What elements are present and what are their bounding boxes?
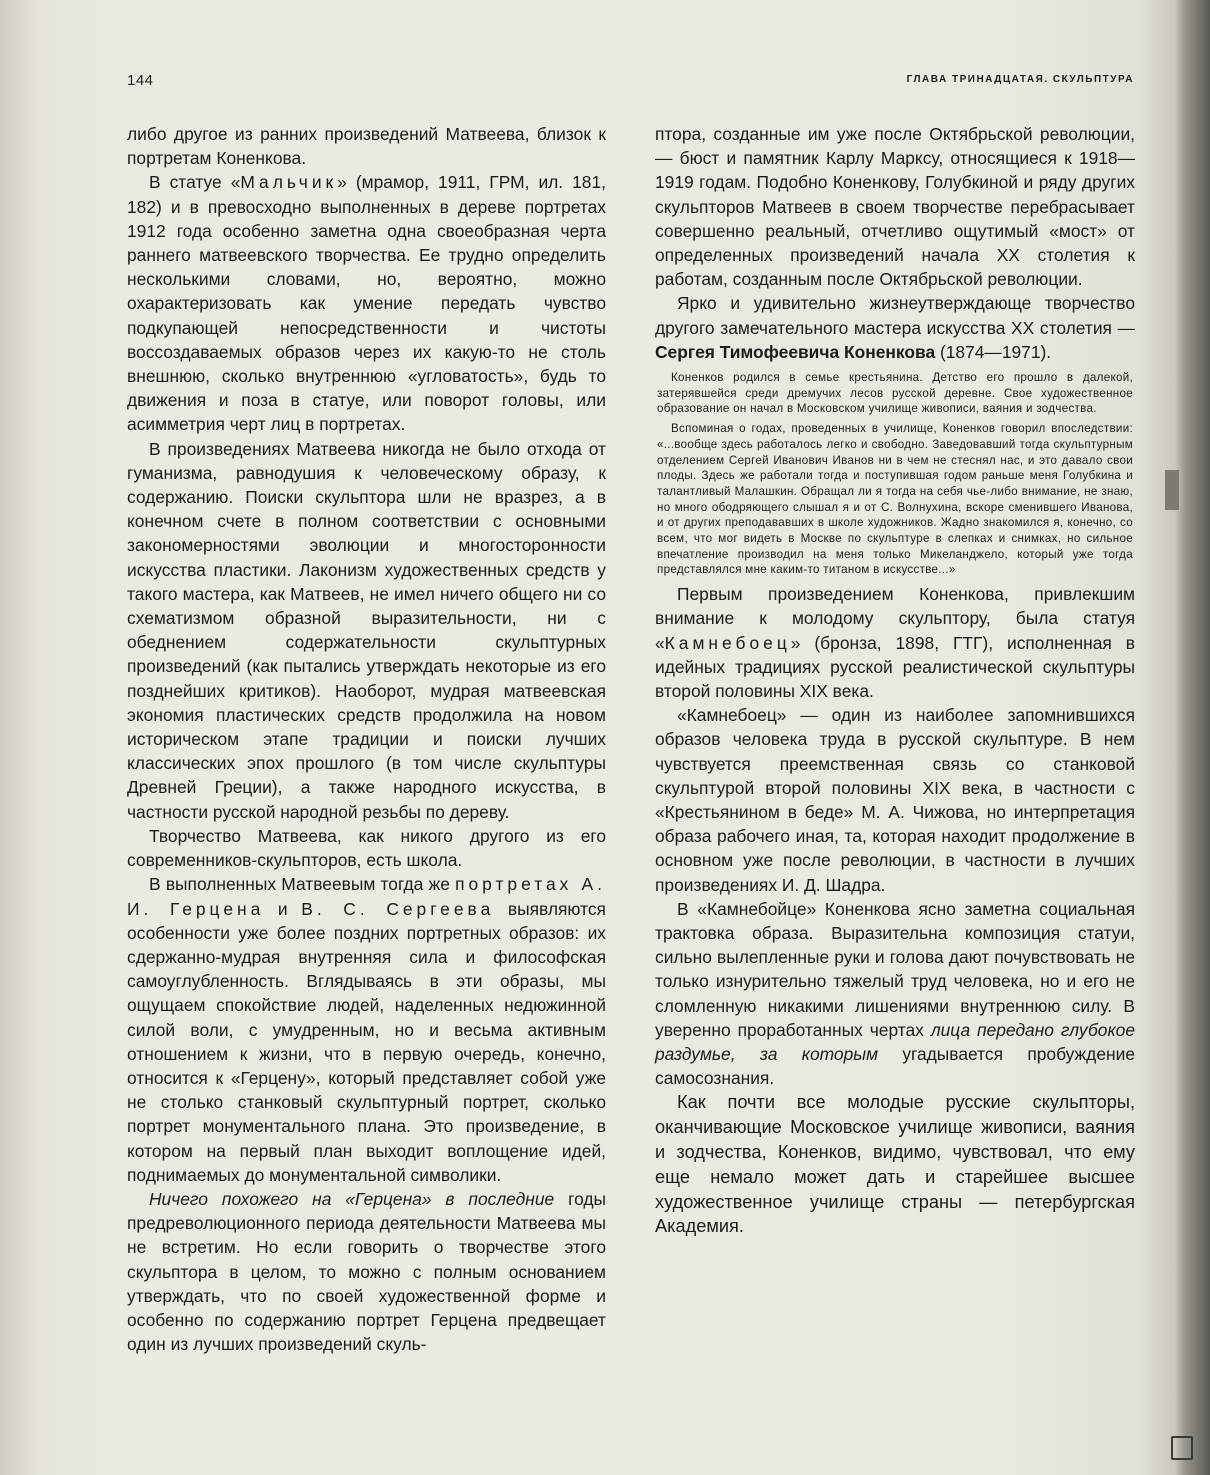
emphasized-title: портретах А. И. Герцена [127,874,606,919]
paragraph: либо другое из ранних произведений Матвеева, близок к портретам Коненкова. [127,124,606,169]
bold-name: Сергея Тимофеевича Коненкова [655,341,936,362]
text-run: выявляются особенности уже более поздних портретных образов: их сдержанно-мудрая внутренняя сила и философская самоуглубленность. Вглядываясь в эти образы, мы ощущаем спокойствие людей, наделенных недюжинной силой воли, с умудренным, но и весьма активным отношением к жизни, что в первую очередь, конечно, относится к «Герцену», который представляет собой уже не столько станковый скульптурный портрет, сколько портрет монументального плана. Это произведение, в котором на первый план выходит воплощение идей, поднимаемых до монументальной символики. [127,898,606,1185]
page-number: 144 [127,72,154,89]
small-print-paragraph: Коненков родился в семье крестьянина. Детство его прошло в далекой, затерявшейся среди дремучих лесов русской деревне. Свое художественное образование он начал в Московском училище живописи, ваяния и зодчества. [657,371,1133,416]
italic-text: Ничего похожего на «Герцена» в последние [149,1188,555,1209]
corner-box-icon [1171,1436,1193,1460]
emphasized-title: Мальчик [240,172,338,193]
text-run: В статуе « [149,172,241,193]
paragraph [127,1187,606,1356]
paragraph [655,897,1135,1091]
paragraph: Как почти все молодые русские скульпторы, оканчивающие Московское училище живописи, ваяния и зодчества, Коненков, видимо, чувствовал, что ему еще немало может дать и старейшее высшее художественное училище страны — петербургская Академия. [655,1092,1135,1237]
emphasized-title: В. С. Сергеева [301,898,495,919]
paragraph: В произведениях Матвеева никогда не было отхода от гуманизма, равнодушия к человеческому образу, к содержанию. Поиски скульптора шли не вразрез, а в конечном счете в полном соответствии с основными закономерностями эволюции и многосторонности искусства пластики. Лаконизм художественных средств у такого мастера, как Матвеев, не имел ничего общего ни со схематизмом образной выразительности, ни с обеднением содержательности скульптурных произведений (как пытались утверждать некоторые из его позднейших критиков). Наоборот, мудрая матвеевская экономия пластических средств продолжила на новом историческом этапе традиции и поиски лучших классических эпох прошлого (в том числе скульптуры Древней Греции), а также народного искусства, в частности русской народной резьбы по дереву. [127,438,606,822]
text-run: Ярко и удивительно жизнеутверждающе творчество другого замечательного мастера искусства XX столетия — [655,293,1135,338]
text-run: В «Камнебойце» Коненкова ясно заметна социальная трактовка образа. Выразительна композиция статуи, сильно вылепленные руки и голова дают почувствовать не только изнурительно тяжелый труд человека, но и его не сломленную никакими лишениями внутреннюю силу. В уверенно проработанных чертах [655,898,1135,1040]
page-edge-mark [1165,470,1179,510]
paragraph: Творчество Матвеева, как никого другого из его современников-скульпторов, есть школа. [127,825,606,871]
text-run: В выполненных Матвеевым тогда же [149,874,456,895]
paragraph: «Камнебоец» — один из наиболее запомнившихся образов человека труда в русской скульптуре. В нем чувствуется преемственная связь со станковой скульптурой второй половины XIX века, в частности с «Крестьянином в беде» М. А. Чижова, но интерпретация образа рабочего иная, та, которая находит продолжение в основном уже после революции, в частности в лучших произведениях И. Д. Шадра. [655,705,1135,895]
left-column [127,122,606,1356]
text-run: (1874—1971). [935,341,1052,362]
paragraph [127,872,606,1187]
italic-text: лица передано глубокое раздумье, за которым [655,1019,1135,1065]
paragraph [655,582,1135,703]
right-column [655,122,1135,1239]
small-print-quote: Вспоминая о годах, проведенных в училище, Коненков говорил впоследствии: «...вообще здесь работалось легко и свободно. Заведовавший тогда скульптурным отделением Сергей Иванович Иванов ни в чем не стеснял нас, и это давало свои плоды. Здесь же работали тогда и поступившая годом раньше меня Голубкина и талантливый Малашкин. Обращал ли я тогда на себя чье-либо внимание, не знаю, но много ободряющего слышал я и от С. Волнухина, вскоре сменившего Иванова, и от других преподававших в школе художников. Жадно знакомился я, конечно, со всем, что мог видеть в Москве по скульптуре в слепках и снимках, но сильное впечатление производил на меня только Микеланджело, который уже тогда представлялся мне каким-то титаном в искусстве...» [657,422,1133,577]
text-run: Первым произведением Коненкова, привлекшим внимание к молодому скульптору, была статуя « [655,584,1135,653]
paragraph [655,291,1135,364]
text-run: » (мрамор, 1911, ГРМ, ил. 181, 182) и в превосходно выполненных в дереве портретах 1912 года особенно заметна одна своеобразная черта раннего матвеевского творчества. Ее трудно определить несколькими словами, но, вероятно, можно охарактеризовать как умение передать чувство подкупающей непосредственности и чистоты воссоздаваемых образов через их какую-то не столь внешнюю, сколько внутреннюю «угловатость», будь то движения и поза в статуе, или поворот головы, или асимметрия черт лиц в портретах. [127,172,606,435]
text-run: » (бронза, 1898, ГТГ), исполненная в идейных традициях русской реалистической скульптуры второй половины XIX века. [655,632,1135,701]
text-run: угадывается пробуждение самосознания. [655,1044,1135,1089]
paragraph: птора, созданные им уже после Октябрьской революции,— бюст и памятник Карлу Марксу, относящиеся к 1918—1919 годам. Подобно Коненкову, Голубкиной и ряду других скульпторов Матвеев в своем творчестве перебрасывает совершенно реальный, отчетливо ощутимый «мост» от определенных произведений начала XX столетия к работам, созданным после Октябрьской революции. [655,124,1135,290]
running-head: ГЛАВА ТРИНАДЦАТАЯ. СКУЛЬПТУРА [906,74,1134,85]
emphasized-title: Камнебоец [664,632,791,653]
text-run: годы предреволюционного периода деятельности Матвеева мы не встретим. Но если говорить о творчестве этого скульптора в целом, то можно с полным основанием утверждать, что по своей художественной форме и особенно по содержанию портрет Герцена предвещает один из лучших произведений скуль- [127,1188,606,1355]
text-run: и [264,898,302,919]
paragraph [127,170,606,436]
